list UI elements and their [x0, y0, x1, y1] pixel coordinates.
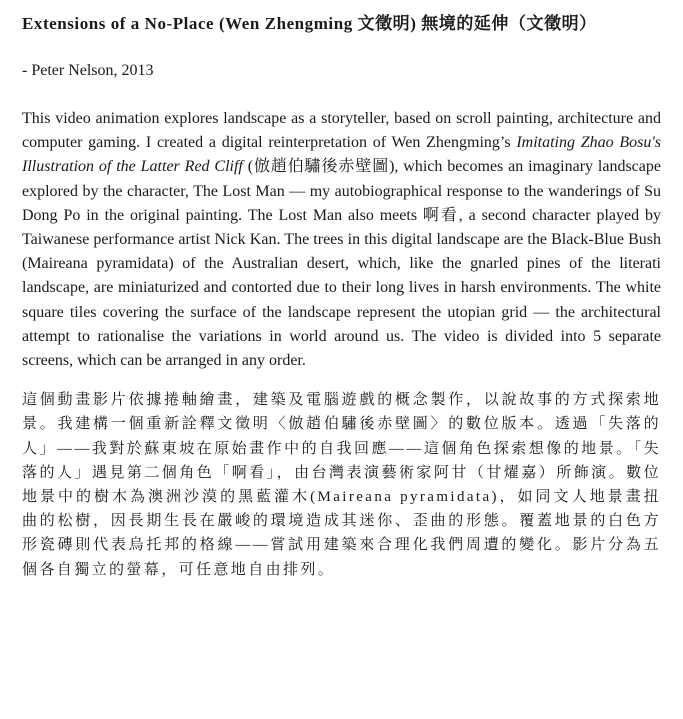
english-paragraph: [22, 107, 661, 373]
english-text-part1: This video animation explores landscape as a storyteller, based on scroll painting, architecture and computer gaming. I created a digital reinterpretation of Wen Zhengming’s: [22, 110, 661, 152]
english-text-part2: (倣趙伯驌後赤壁圖), which becomes an imaginary landscape explored by the character, The Lost Man — my autobiographical response to the wanderings of Su Dong Po in the original painting. The Lost Man also meets 啊看, a second character played by Taiwanese performance artist Nick Kan. The trees in this digital landscape are the Black-Blue Bush (Maireana pyramidata) of the Australian desert, which, like the gnarled pines of the literati landscape, are miniaturized and contorted due to their long lives in harsh environments. The white square tiles covering the surface of the landscape represent the utopian grid — the architectural attempt to rationalise the variations in world around us. The video is divided into 5 separate screens, which can be arranged in any order.: [22, 158, 661, 370]
page-title: Extensions of a No-Place (Wen Zhengming 文徵明) 無境的延伸（文徵明）: [22, 14, 597, 33]
painting-title: Imitating Zhao Bosu's Illustration of the Latter Red Cliff: [22, 134, 661, 176]
author-line: - Peter Nelson, 2013: [22, 62, 154, 79]
chinese-paragraph: 這個動畫影片依據捲軸繪畫，建築及電腦遊戲的概念製作，以說故事的方式探索地景。我建構一個重新詮釋文徵明〈倣趙伯驌後赤壁圖〉的數位版本。透過「失落的人」——我對於蘇東坡在原始畫作中的自我回應——這個角色探索想像的地景。「失落的人」遇見第二個角色「啊看」，由台灣表演藝術家阿甘（甘燿嘉）所飾演。數位地景中的樹木為澳洲沙漠的黑藍灌木(Maireana pyramidata)，如同文人地景畫扭曲的松樹，因長期生長在嚴峻的環境造成其迷你、歪曲的形態。覆蓋地景的白色方形瓷磚則代表烏托邦的格線——嘗試用建築來合理化我們周遭的變化。影片分為五個各自獨立的螢幕，可任意地自由排列。: [22, 392, 661, 578]
